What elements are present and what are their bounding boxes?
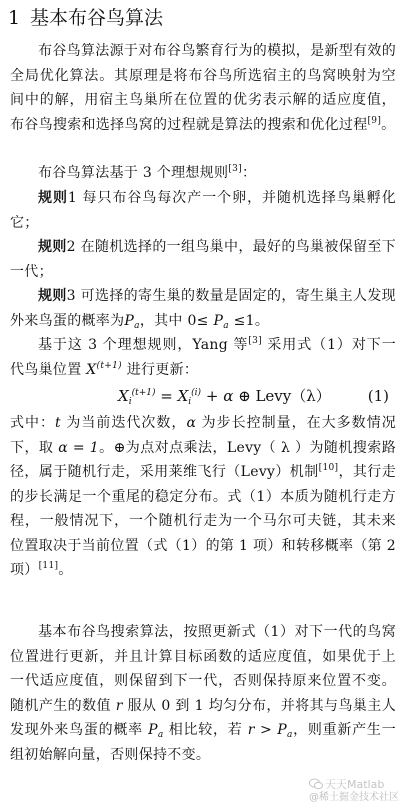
watermark-brand: 天天Matlab [325, 778, 385, 791]
paragraph-text: 布谷鸟算法基于 3 个理想规则 [38, 165, 229, 181]
rule-3 [10, 284, 396, 333]
eq-sup: (i) [191, 388, 202, 398]
eq-equals: = [155, 387, 178, 405]
paragraph-text: ，则重新产生一组初始解向量，否则保持不变。 [10, 722, 397, 763]
symbol-p: P [213, 312, 224, 329]
watermark-source: @稀土掘金技术社区 [309, 792, 399, 803]
eq-term: X [177, 387, 189, 405]
rule-text: 1 每只布谷鸟每次产一个卵，并随机选择鸟巢孵化它； [10, 190, 396, 231]
equation-formula [118, 383, 331, 409]
paragraph-text: 基于这 3 个理想规则，Yang 等 [38, 337, 249, 353]
paragraph-explanation [10, 411, 396, 583]
paragraph-text: ，其行走的步长满足一个重尾的稳定分布。式（1）本质为随机行走方程，一般情况下，一个随机行走为一个马尔可夫链，其未来位置取决于当前位置（式（1）的第 1 项）和转移概率（第 2 项） [10, 464, 396, 578]
paragraph-text: 采用式（1）对下一代鸟巢位置 [10, 337, 397, 378]
eq-levy: Levy（λ） [255, 387, 331, 405]
punctuation: 。 [381, 116, 396, 133]
citation: [3] [248, 336, 262, 346]
watermark [309, 778, 399, 804]
symbol-t: t [55, 415, 61, 431]
paragraph-text: 式中： [10, 415, 56, 431]
symbol-sub: a [134, 320, 140, 331]
eq-alpha: α [223, 387, 234, 405]
symbol-r: r [115, 697, 123, 714]
paragraph-text: 相比较，若 [163, 722, 248, 738]
citation: [10] [318, 463, 339, 473]
paragraph-text: 进行更新： [121, 361, 199, 378]
citation: [9] [367, 115, 382, 126]
paragraph-text: 基本布谷鸟搜索算法，按照更新式（1）对下一代的鸟窝位置进行更新，并且计算目标函数的适应度值，如果优于上一代适应度值，则保留到下一代，否则保持原来位置不变。随机产生的数值 [10, 624, 396, 714]
eq-sup: (t+1) [131, 388, 156, 398]
paragraph-update [10, 333, 396, 382]
symbol-sub: a [223, 320, 229, 331]
rule-text: 3 可选择的寄生巢的数量是固定的，寄生巢主人发现外来鸟蛋的概率为 [10, 288, 396, 329]
citation: [11] [38, 561, 59, 571]
symbol-x: X [86, 361, 97, 378]
eq-sub: i [188, 397, 192, 407]
eq-plus: + [201, 387, 224, 405]
rule-label: 规则 [38, 288, 67, 304]
paragraph-text: 布谷鸟算法源于对布谷鸟繁育行为的模拟，是新型有效的全局优化算法。其原理是将布谷鸟所选宿主的鸟窝映射为空间中的解，用宿主鸟巢所在位置的优劣表示解的适应度值，布谷鸟搜索和选择鸟窝的过程就是算法的搜索和优化过程 [10, 43, 396, 133]
rule-label: 规则 [38, 239, 67, 255]
equation-number: (1) [367, 387, 389, 405]
symbol-sup: (t+1) [96, 360, 122, 371]
section-number: 1 [8, 7, 21, 29]
symbol-p: P [124, 312, 135, 329]
section-heading [8, 5, 163, 31]
rule-text: ≤1。 [228, 312, 270, 329]
punctuation: ： [241, 165, 257, 181]
paragraph-intro [10, 39, 396, 137]
paragraph-text: 为当前迭代次数， [60, 415, 187, 431]
section-title: 基本布谷鸟算法 [30, 7, 164, 29]
symbol-sub: a [157, 730, 164, 740]
symbol-sub: a [286, 730, 293, 740]
punctuation: 。 [58, 562, 73, 578]
rule-text: 2 在随机选择的一组鸟巢中，最好的鸟巢被保留至下一代； [10, 239, 396, 280]
symbol-alpha-eq: α = 1 [58, 439, 100, 456]
paragraph-text: 为步长控制量，在大多数情况下，取 [10, 415, 396, 456]
paragraph-text: 。⊕为点对点乘法，Levy（ λ ）为随机搜索路径，属于随机行走，采用莱维飞行（Levy）机制 [10, 439, 396, 480]
rule-label: 规则 [38, 190, 68, 206]
citation: [3] [228, 164, 242, 174]
paragraph-text: 服从 0 到 1 均匀分布，并将其与鸟巢主人发现外来鸟蛋的概率 [10, 697, 396, 738]
paragraph-rules-intro [10, 161, 396, 186]
wechat-icon [309, 778, 323, 790]
rule-text: ，其中 0≤ [139, 312, 214, 329]
eq-oplus: ⊕ [233, 387, 256, 405]
paragraph-basic-search [10, 620, 396, 767]
equation-1 [0, 383, 407, 409]
eq-sub: i [128, 397, 132, 407]
rule-2 [10, 235, 396, 284]
symbol-inequality: r > P [247, 722, 287, 738]
symbol-p: P [148, 722, 158, 738]
rule-1 [10, 186, 396, 235]
eq-lhs: X [118, 387, 129, 405]
symbol-alpha: α [186, 415, 197, 431]
